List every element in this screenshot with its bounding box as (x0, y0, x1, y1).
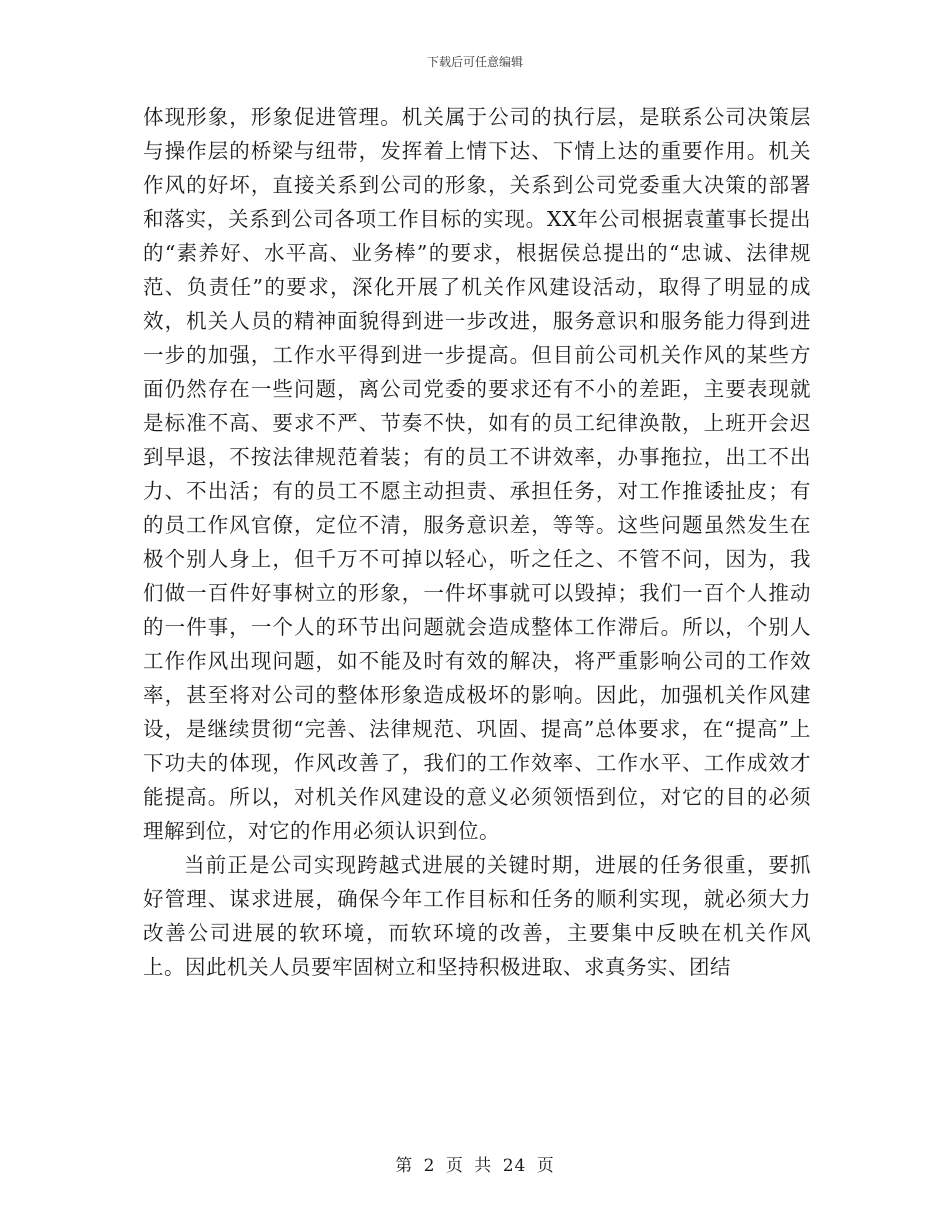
body-paragraph: 当前正是公司实现跨越式进展的关键时期，进展的任务很重，要抓好管理、谋求进展，确保今年工作目标和任务的顺利实现，就必须大力改善公司进展的软环境，而软环境的改善，主要集中反映在机关作风上。因此机关人员要牢固树立和坚持积极进取、求真务实、团结 (143, 853, 811, 979)
body-paragraph-continued: 体现形象，形象促进管理。机关属于公司的执行层，是联系公司决策层与操作层的桥梁与纽带，发挥着上情下达、下情上达的重要作用。机关作风的好坏，直接关系到公司的形象，关系到公司党委重大决策的部署和落实，关系到公司各项工作目标的实现。XX年公司根据袁董事长提出的“素养好、水平高、业务棒”的要求，根据侯总提出的“忠诚、法律规范、负责任”的要求，深化开展了机关作风建设活动，取得了明显的成效，机关人员的精神面貌得到进一步改进，服务意识和服务能力得到进一步的加强，工作水平得到进一步提高。但目前公司机关作风的某些方面仍然存在一些问题，离公司党委的要求还有不小的差距，主要表现就是标准不高、要求不严、节奏不快，如有的员工纪律涣散，上班开会迟到早退，不按法律规范着装；有的员工不讲效率，办事拖拉，出工不出力、不出活；有的员工不愿主动担责、承担任务，对工作推诿扯皮；有的员工作风官僚，定位不清，服务意识差，等等。这些问题虽然发生在极个别人身上，但千万不可掉以轻心，听之任之、不管不问，因为，我们做一百件好事树立的形象，一件坏事就可以毁掉；我们一百个人推动的一件事，一个人的环节出问题就会造成整体工作滞后。所以，个别人工作作风出现问题，如不能及时有效的解决，将严重影响公司的工作效率，甚至将对公司的整体形象造成极坏的影响。因此，加强机关作风建设，是继续贯彻“完善、法律规范、巩固、提高”总体要求，在“提高”上下功夫的体现，作风改善了，我们的工作效率、工作水平、工作成效才能提高。所以，对机关作风建设的意义必须领悟到位，对它的目的必须理解到位，对它的作用必须认识到位。 (143, 105, 811, 843)
document-body (143, 100, 811, 984)
page-number-footer: 第 2 页 共 24 页 (395, 1156, 555, 1176)
page-header: 下载后可任意编辑 (426, 55, 523, 69)
